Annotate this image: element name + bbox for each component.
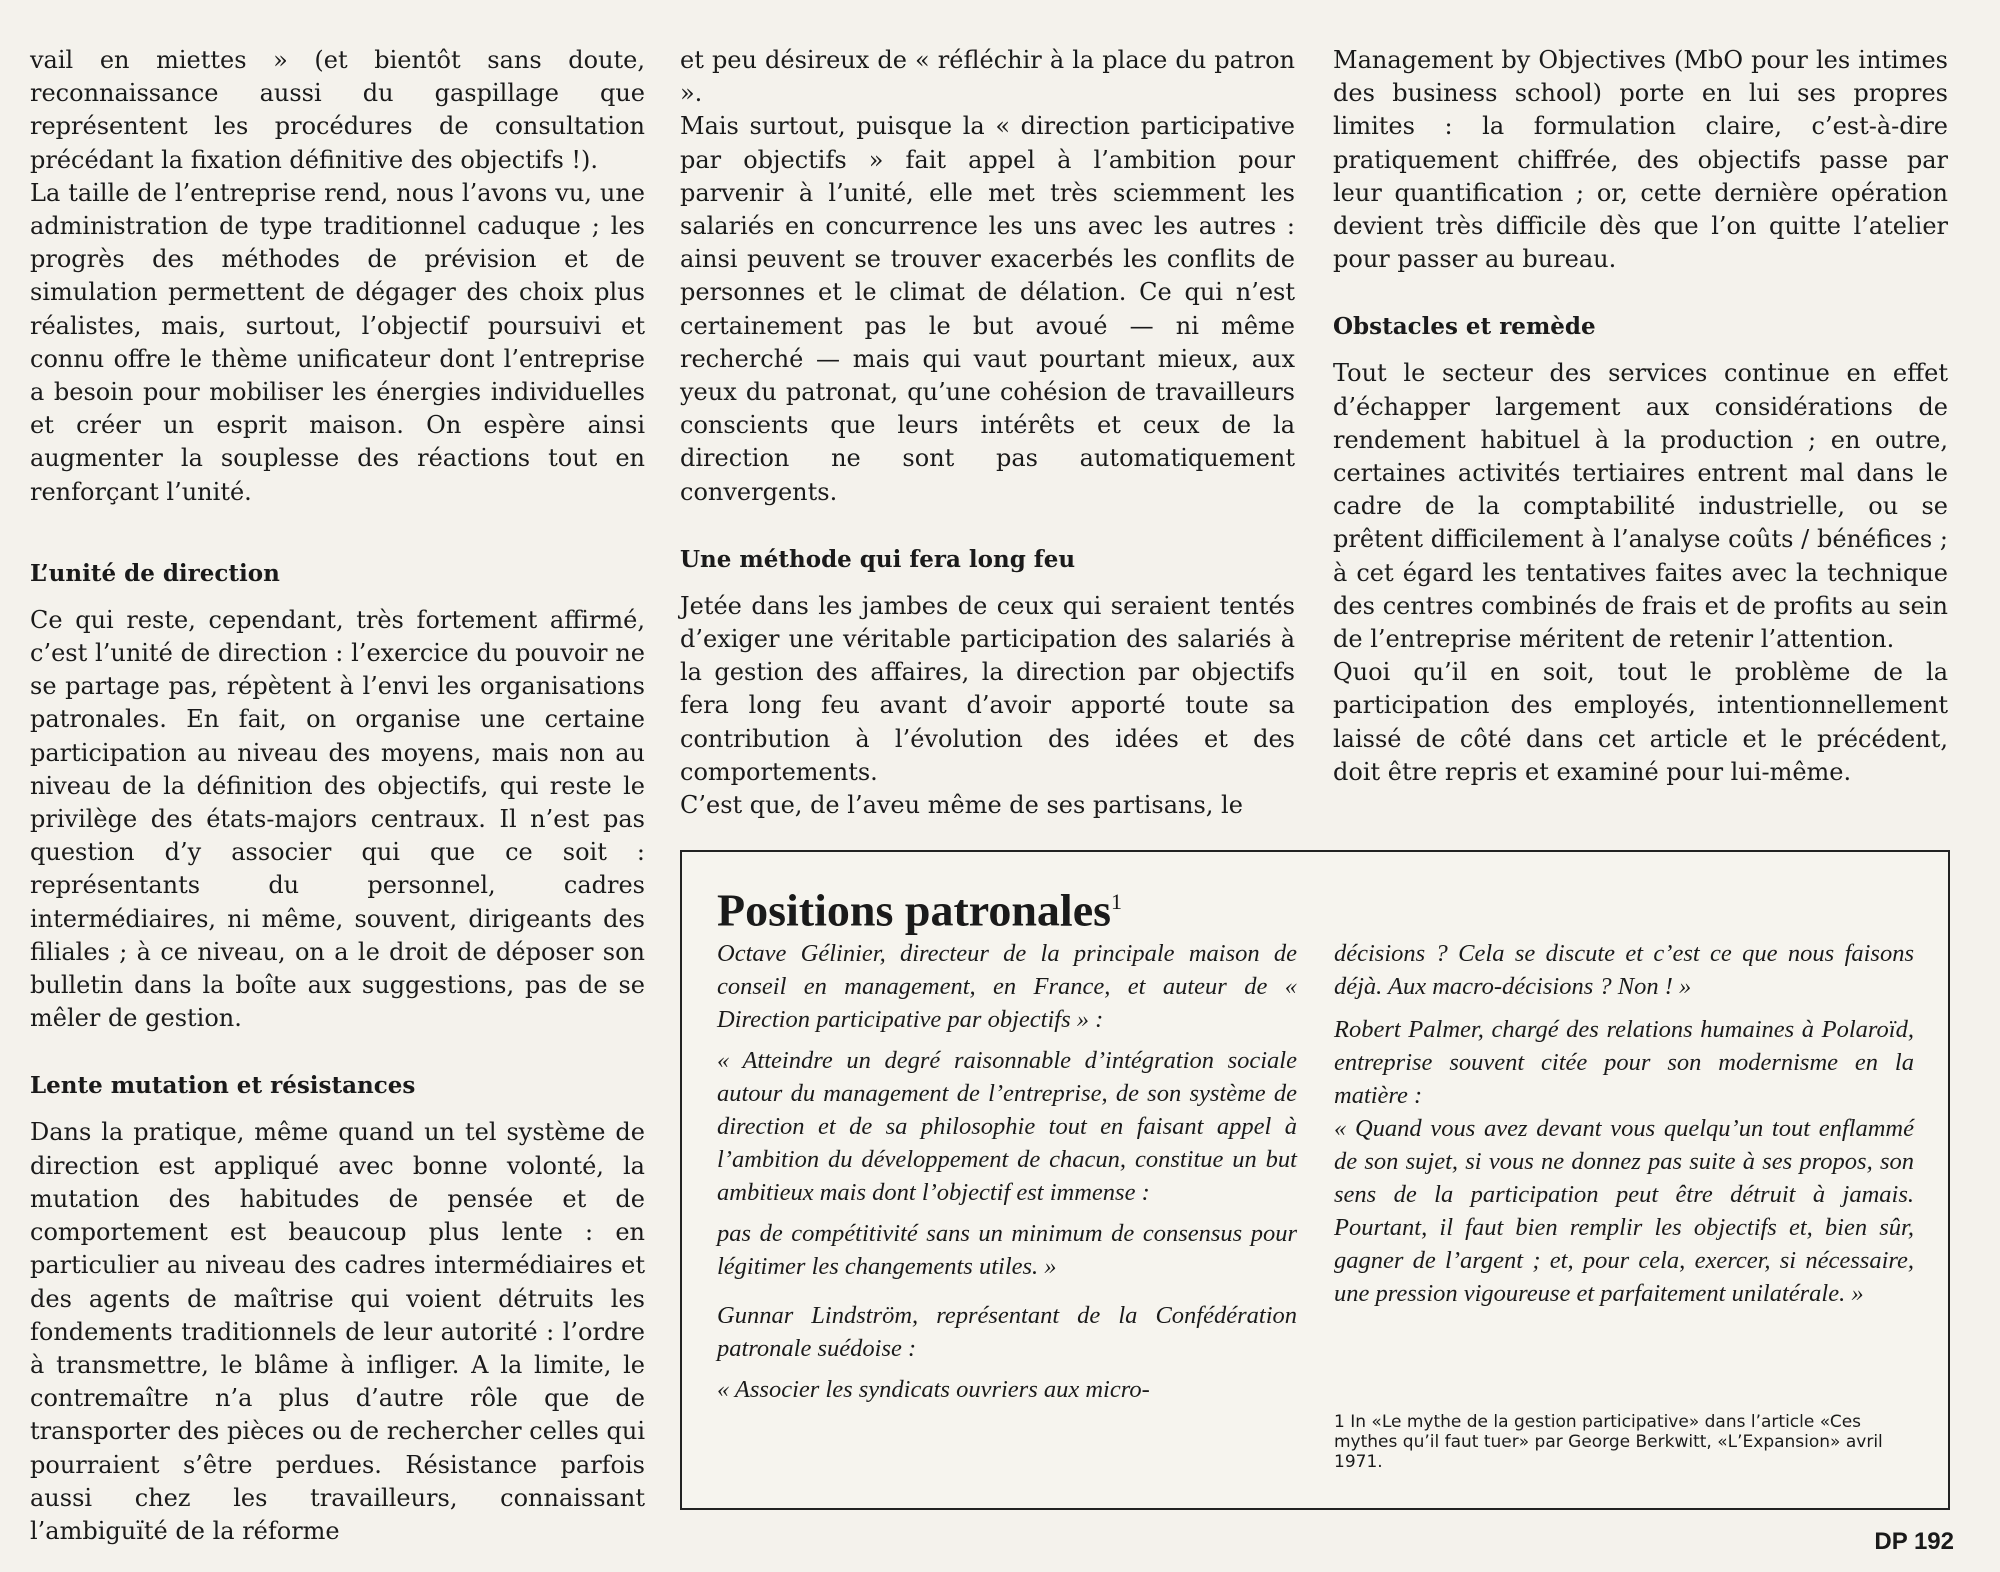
footnote: 1 In «Le mythe de la gestion participative» dans l’article «Ces mythes qu’il faut tuer» par George Berkwitt, «L’Expansion» avril 1971. xyxy=(1334,1412,1883,1472)
box-title xyxy=(717,874,1122,938)
paragraph: La taille de l’entreprise rend, nous l’avons vu, une administration de type traditionnel caduque ; les progrès des méthodes de prévision et de simulation permettent de dégager des choix plus réalistes, mais, surtout, l’objectif poursuivi et connu offre le thème unificateur dont l’entreprise a besoin pour mobiliser les énergies individuelles et créer un esprit maison. On espère ainsi augmenter la souplesse des réactions tout en renforçant l’unité. xyxy=(30,178,645,506)
paragraph: Mais surtout, puisque la « direction participative par objectifs » fait appel à l’ambition pour parvenir à l’unité, elle met très sciemment les salariés en concurrence les uns avec les autres : ainsi peuvent se trouver exacerbés les conflits de personnes et le climat de délation. Ce qui n’est certainement pas le but avoué — ni même recherché — mais qui vaut pourtant mieux, aux yeux du patronat, qu’une cohésion de travailleurs conscients que leurs intérêts et ceux de la direction ne sont pas automatiquement convergents. xyxy=(680,112,1295,506)
text-column-2 xyxy=(680,44,1295,822)
section-heading: Une méthode qui fera long feu xyxy=(680,545,1076,573)
paragraph: C’est que, de l’aveu même de ses partisans, le xyxy=(680,791,1243,820)
box-title-text: Positions patronales xyxy=(717,884,1112,936)
quote: « Associer les syndicats ouvriers aux micro- xyxy=(717,1376,1150,1403)
paragraph: Management by Objectives (MbO pour les intimes des business school) porte en lui ses propres limites : la formulation claire, c’est-à-dire pratiquement chiffrée, des objectifs passe par leur quantification ; or, cette dernière opération devient très difficile dès que l’on quitte l’atelier pour passer au bureau. xyxy=(1333,46,1948,274)
positions-patronales-box xyxy=(680,850,1950,1510)
text-column-1 xyxy=(30,44,645,1548)
section-heading: Lente mutation et résistances xyxy=(30,1072,416,1100)
paragraph: Quoi qu’il en soit, tout le problème de la participation des employés, intentionnellement laissé de côté dans cet article et le précédent, doit être repris et examiné pour lui-même. xyxy=(1333,658,1948,786)
paragraph: vail en miettes » (et bientôt sans doute, reconnaissance aussi du gaspillage que représentent les procédures de consultation précédant la fixation définitive des objectifs !). xyxy=(30,46,645,174)
quote: pas de compétitivité sans un minimum de consensus pour légitimer les changements utiles. » xyxy=(717,1220,1297,1280)
quote-intro: Octave Gélinier, directeur de la principale maison de conseil en management, en France, et auteur de « Direction participative par objectifs » : xyxy=(717,940,1297,1033)
text-column-3 xyxy=(1333,44,1948,789)
quote: « Atteindre un degré raisonnable d’intégration sociale autour du management de l’entreprise, de son système de direction et de sa philosophie tout en faisant appel à l’ambition du développement de chacun, constitue un but ambitieux mais dont l’objectif est immense : xyxy=(717,1047,1297,1206)
quote-intro: Gunnar Lindström, représentant de la Confédération patronale suédoise : xyxy=(717,1302,1297,1362)
paragraph: Jetée dans les jambes de ceux qui seraient tentés d’exiger une véritable participation des salariés à la gestion des affaires, la direction par objectifs fera long feu avant d’avoir apporté toute sa contribution à l’évolution des idées et des comportements. xyxy=(680,591,1295,786)
paragraph: Tout le secteur des services continue en effet d’échapper largement aux considérations de rendement habituel à la production ; en outre, certaines activités tertiaires entrent mal dans le cadre de la comptabilité industrielle, ou se prêtent difficilement à l’analyse coûts / bénéfices ; à cet égard les tentatives faites avec la technique des centres combinés de frais et de profits au sein de l’entreprise méritent de retenir l’attention. xyxy=(1333,359,1948,654)
quote: « Quand vous avez devant vous quelqu’un tout enflammé de son sujet, si vous ne donnez pas suite à ses propos, son sens de la participation peut être détruit à jamais. Pourtant, il faut bien remplir les objectifs et, bien sûr, gagner de l’argent ; et, pour cela, exercer, si nécessaire, une pression vigoureuse et parfaitement unilatérale. » xyxy=(1334,1115,1914,1307)
box-column-left xyxy=(717,937,1297,1406)
box-column-right xyxy=(1334,937,1914,1310)
paragraph: Dans la pratique, même quand un tel système de direction est appliqué avec bonne volonté, la mutation des habitudes de pensée et de comportement est beaucoup plus lente : en particulier au niveau des cadres intermédiaires et des agents de maîtrise qui voient détruits les fondements traditionnels de leur autorité : l’ordre à transmettre, le blâme à infliger. A la limite, le contremaître n’a plus d’autre rôle que de transporter des pièces ou de rechercher celles qui pourraient s’être perdues. Résistance parfois aussi chez les travailleurs, connaissant l’ambiguïté de la réforme xyxy=(30,1118,645,1545)
footnote-marker: 1 xyxy=(1111,889,1123,914)
section-heading: Obstacles et remède xyxy=(1333,313,1596,341)
paragraph: et peu désireux de « réfléchir à la place du patron ». xyxy=(680,46,1295,108)
quote: décisions ? Cela se discute et c’est ce que nous faisons déjà. Aux macro-décisions ? Non ! » xyxy=(1334,940,1914,1000)
paragraph: Ce qui reste, cependant, très fortement affirmé, c’est l’unité de direction : l’exercice du pouvoir ne se partage pas, répètent à l’envi les organisations patronales. En fait, on organise une certaine participation au niveau des moyens, mais non au niveau de la définition des objectifs, qui reste le privilège des états-majors centraux. Il n’est pas question d’y associer qui que ce soit : représentants du personnel, cadres intermédiaires, ni même, souvent, dirigeants des filiales ; à ce niveau, on a le droit de déposer son bulletin dans la boîte aux suggestions, pas de se mêler de gestion. xyxy=(30,605,645,1033)
page-number: DP 192 xyxy=(1874,1528,1954,1555)
quote-intro: Robert Palmer, chargé des relations humaines à Polaroïd, entreprise souvent citée pour son modernisme en la matière : xyxy=(1334,1016,1914,1109)
section-heading: L’unité de direction xyxy=(30,559,280,587)
